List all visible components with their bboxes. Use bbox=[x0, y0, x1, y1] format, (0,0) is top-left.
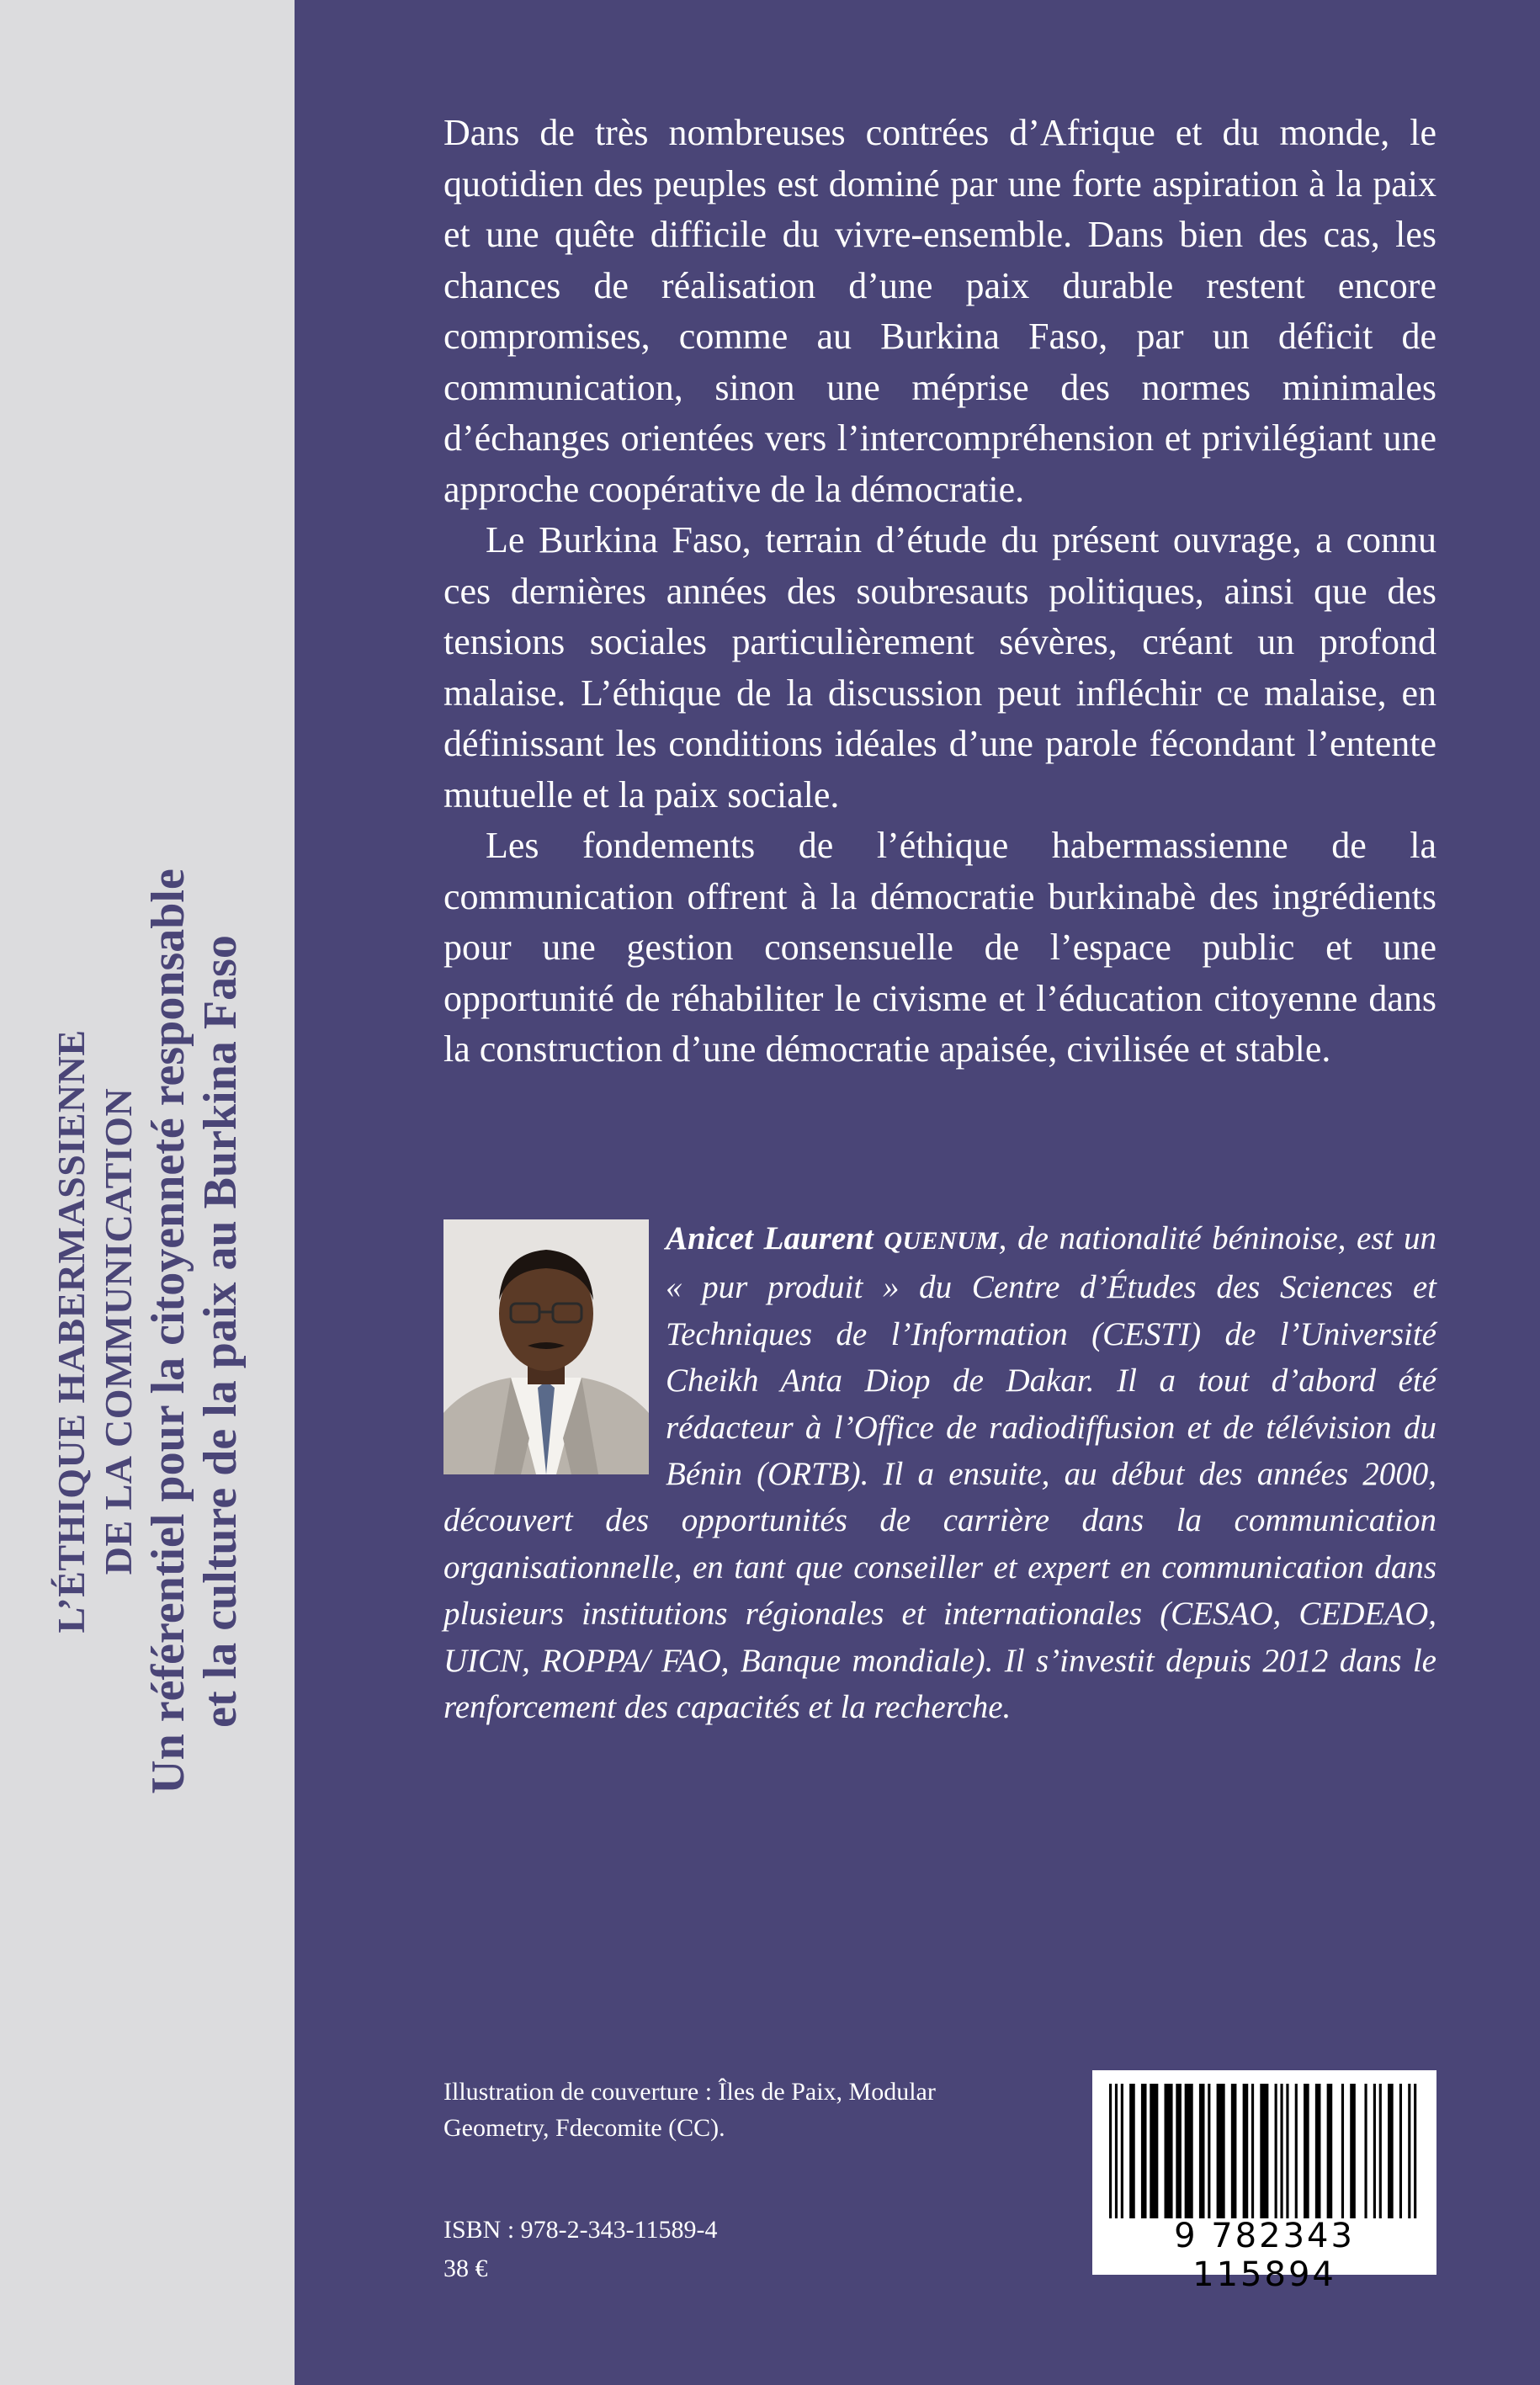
barcode-bar bbox=[1165, 2084, 1173, 2218]
barcode-bar bbox=[1121, 2084, 1123, 2218]
barcode-bar bbox=[1295, 2084, 1298, 2218]
barcode-bar bbox=[1185, 2084, 1193, 2218]
author-surname: QUENUM bbox=[884, 1227, 999, 1255]
author-bio bbox=[443, 1215, 1436, 1730]
barcode-bar bbox=[1364, 2084, 1367, 2218]
author-first-names: Anicet Laurent bbox=[666, 1220, 884, 1256]
isbn: ISBN : 978-2-343-11589-4 bbox=[443, 2216, 718, 2244]
barcode-bar bbox=[1141, 2084, 1147, 2218]
barcode-bar bbox=[1408, 2084, 1410, 2218]
barcode-bar bbox=[1350, 2084, 1356, 2218]
barcode-bar bbox=[1176, 2084, 1182, 2218]
spine-subtitle-line-1: Un référentiel pour la citoyenneté responsable bbox=[142, 868, 194, 1794]
author-bio-text: , de nationalité béninoise, est un « pur produit » du Centre d’Études des Sciences et Techniques de l’Information (CESTI) de l’Université Cheikh Anta Diop de Dakar. Il a tout d’abord été rédacteur à l’Office de radiodiffusion et de télévision du Bénin (ORTB). Il a ensuite, au début des années 2000, découvert des opportunités de carrière dans la communication organisationnelle, en tant que conseiller et expert en communication dans plusieurs institutions régionales et internationales (CESAO, CEDEAO, UICN, ROPPA/ FAO, Banque mondiale). Il s’investit depuis 2012 dans le renforcement des capacités et la recherche. bbox=[443, 1220, 1436, 1726]
barcode bbox=[1092, 2070, 1436, 2294]
barcode-bars bbox=[1109, 2084, 1420, 2218]
spine-title-line-1: L’ÉTHIQUE HABERMASSIENNE bbox=[50, 1029, 93, 1633]
barcode-digits: 9 782343 115894 bbox=[1174, 2217, 1355, 2294]
synopsis-paragraph: Dans de très nombreuses contrées d’Afrique et du monde, le quotidien des peuples est dominé par une forte aspiration à la paix et une quête difficile du vivre-ensemble. Dans bien des cas, les chances de réalisation d’une paix durable restent encore compromises, comme au Burkina Faso, par un déficit de communication, sinon une méprise des normes minimales d’échanges orientées vers l’intercompréhension et privilégiant une approche coopérative de la démocratie. bbox=[443, 112, 1436, 510]
barcode-bar bbox=[1217, 2084, 1225, 2218]
barcode-bar bbox=[1379, 2084, 1382, 2218]
barcode-bar bbox=[1208, 2084, 1210, 2218]
barcode-bar bbox=[1304, 2084, 1309, 2218]
cover-illustration-credit: Illustration de couverture : Îles de Paix, Modular Geometry, Fdecomite (CC). bbox=[443, 2078, 936, 2142]
photo-spacer bbox=[443, 1215, 666, 1493]
barcode-bar bbox=[1115, 2084, 1118, 2218]
synopsis bbox=[443, 108, 1436, 1076]
barcode-bar bbox=[1243, 2084, 1249, 2218]
spine-title-block bbox=[48, 364, 247, 2299]
barcode-bar bbox=[1315, 2084, 1321, 2218]
barcode-bar bbox=[1231, 2084, 1237, 2218]
barcode-bar bbox=[1150, 2084, 1158, 2218]
synopsis-paragraph: Les fondements de l’éthique habermassienne de la communication offrent à la démocratie burkinabè des ingrédients pour une gestion consensuelle de l’espace public et une opportunité de réhabiliter le civisme et l’éducation citoyenne dans la construction d’une démocratie apaisée, civilisée et stable. bbox=[443, 825, 1436, 1070]
barcode-bar bbox=[1199, 2084, 1205, 2218]
barcode-bar bbox=[1286, 2084, 1288, 2218]
price: 38 € bbox=[443, 2255, 488, 2282]
barcode-bar bbox=[1414, 2084, 1416, 2218]
synopsis-paragraph: Le Burkina Faso, terrain d’étude du présent ouvrage, a connu ces dernières années des soubresauts politiques, ainsi que des tensions sociales particulièrement sévères, créant un profond malaise. L’éthique de la discussion peut infléchir ce malaise, en définissant les conditions idéales d’une parole fécondant l’entente mutuelle et la paix sociale. bbox=[443, 519, 1436, 815]
barcode-bar bbox=[1275, 2084, 1277, 2218]
barcode-bar bbox=[1251, 2084, 1254, 2218]
barcode-bar bbox=[1373, 2084, 1376, 2218]
barcode-bar bbox=[1109, 2084, 1112, 2218]
barcode-bar bbox=[1388, 2084, 1394, 2218]
barcode-bar bbox=[1280, 2084, 1282, 2218]
book-spine bbox=[0, 0, 295, 2385]
barcode-bar bbox=[1129, 2084, 1135, 2218]
spine-title-line-2: DE LA COMMUNICATION bbox=[97, 1087, 140, 1575]
barcode-bar bbox=[1260, 2084, 1268, 2218]
barcode-bar bbox=[1399, 2084, 1402, 2218]
barcode-bar bbox=[1327, 2084, 1333, 2218]
spine-subtitle-line-2: et la culture de la paix au Burkina Faso bbox=[194, 935, 247, 1728]
barcode-bar bbox=[1341, 2084, 1344, 2218]
